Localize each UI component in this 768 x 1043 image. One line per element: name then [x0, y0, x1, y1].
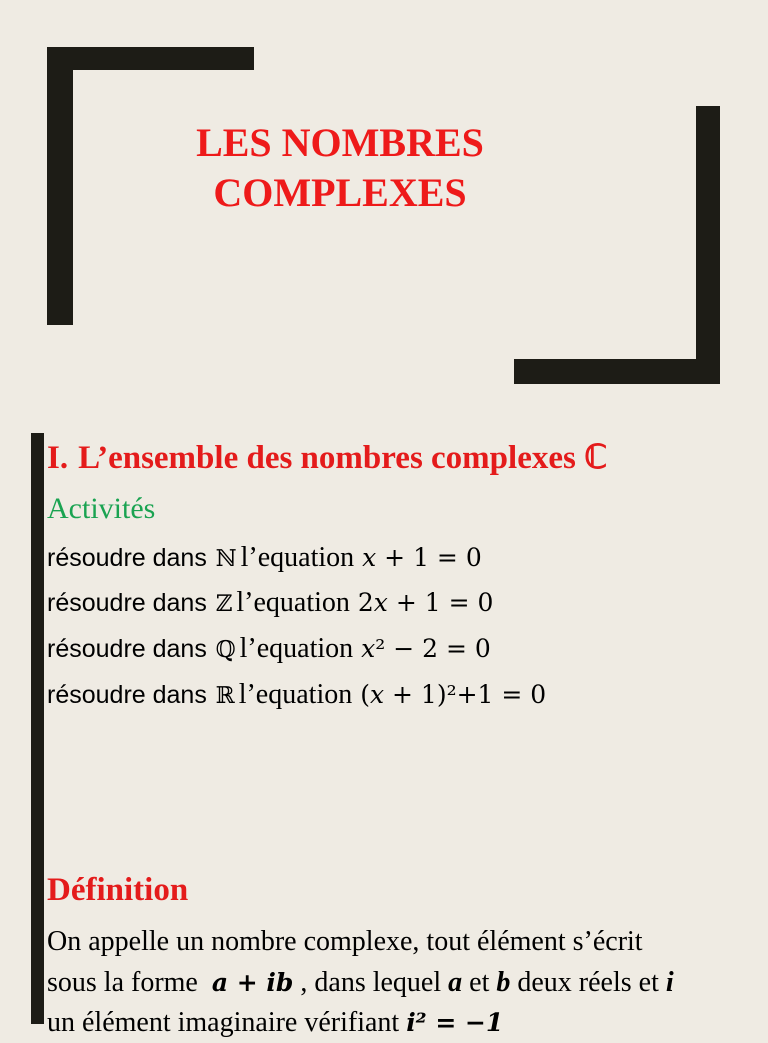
equation-word: l’equation — [239, 633, 354, 664]
equation-math: 2𝑥 + 1 = 0 — [357, 588, 494, 617]
equation-math: 𝑥 + 1 = 0 — [362, 543, 482, 572]
section-heading — [47, 436, 607, 480]
definition-text: , dans lequel — [300, 967, 442, 998]
definition-text: un élément imaginaire vérifiant — [47, 1007, 400, 1038]
definition-line-1: On appelle un nombre complexe, tout élément s’écrit — [47, 926, 643, 957]
equation-lead: résoudre dans — [47, 589, 207, 617]
definition-heading: Définition — [47, 872, 189, 908]
equation-lead: résoudre dans — [47, 544, 207, 572]
variable-b: b — [496, 967, 511, 998]
title-line-1: LES NOMBRES — [196, 120, 484, 165]
i-squared-math: 𝒊² = −1 — [406, 1008, 504, 1037]
equation-lead: résoudre dans — [47, 681, 207, 709]
equation-math: (𝑥 + 1)²+1 = 0 — [360, 680, 547, 709]
equation-line — [47, 582, 493, 622]
number-set-symbol: ℚ — [215, 637, 236, 663]
section-heading-text: L’ensemble des nombres complexes ℂ — [78, 440, 608, 476]
definition-line-2 — [47, 963, 674, 1003]
equation-word: l’equation — [238, 679, 353, 710]
complex-form-math: 𝒂 + 𝒊𝒃 — [211, 968, 294, 997]
title-line-2: COMPLEXES — [213, 170, 467, 215]
number-set-symbol: ℤ — [215, 591, 233, 617]
slide-title — [120, 118, 560, 218]
definition-text: et — [469, 967, 490, 998]
variable-i: i — [665, 967, 674, 998]
equation-word: l’equation — [240, 542, 355, 573]
equation-math: 𝑥² − 2 = 0 — [361, 634, 491, 663]
equation-line — [47, 628, 491, 668]
frame-bottom-right-vertical — [696, 106, 720, 384]
equation-line — [47, 674, 546, 714]
equation-word: l’equation — [236, 587, 350, 618]
section-number: I. — [47, 440, 69, 476]
number-set-symbol: ℝ — [215, 683, 235, 709]
frame-bottom-right-horizontal — [514, 359, 720, 384]
frame-top-left-horizontal — [47, 47, 254, 70]
equation-line — [47, 537, 482, 577]
activities-label: Activités — [47, 492, 156, 525]
number-set-symbol: ℕ — [215, 546, 237, 572]
definition-line-3 — [47, 1003, 503, 1043]
variable-a: a — [448, 967, 463, 998]
section-accent-bar — [31, 433, 44, 1024]
definition-text: sous la forme — [47, 967, 198, 998]
definition-text: deux réels et — [517, 967, 659, 998]
frame-top-left-vertical — [47, 47, 73, 325]
equation-lead: résoudre dans — [47, 635, 207, 663]
